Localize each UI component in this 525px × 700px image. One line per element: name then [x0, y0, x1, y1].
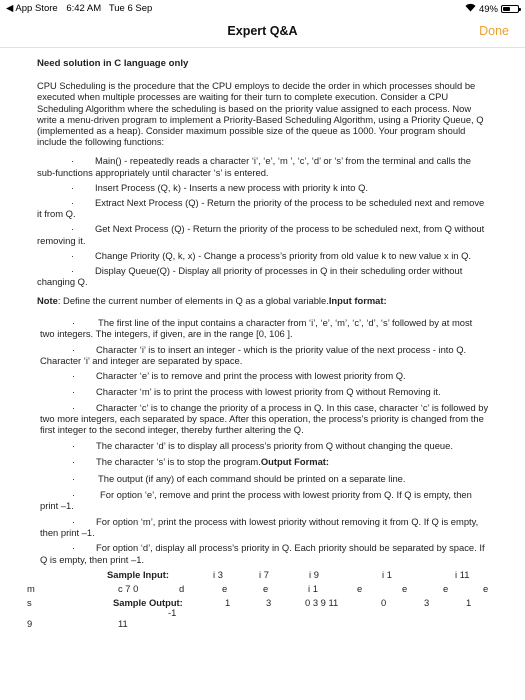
bullet-icon: ·	[72, 370, 76, 382]
sample-cell: e	[357, 583, 363, 595]
list-item	[40, 317, 489, 339]
sample-input-label: Sample Input:	[107, 569, 169, 581]
list-item-text: Change Priority (Q, k, x) - Change a process’s priority from old value k to new value x in Q.	[95, 249, 472, 261]
bullet-icon: ·	[71, 265, 75, 277]
wifi-icon	[465, 3, 476, 15]
sample-cell: i 7	[259, 569, 269, 581]
bullet-icon: ·	[71, 249, 75, 261]
done-button[interactable]: Done	[479, 24, 509, 38]
list-item	[37, 223, 489, 245]
sample-cell: i 1	[308, 583, 318, 595]
sample-cell: e	[222, 583, 228, 595]
status-time: 6:42 AM	[66, 3, 102, 14]
sample-cell: c 7 0	[118, 583, 139, 595]
sample-cell: 1	[225, 597, 231, 609]
list-item-text: Character ‘e’ is to remove and print the process with lowest priority from Q.	[96, 370, 406, 382]
bullet-icon: ·	[71, 181, 75, 193]
sample-cell: m	[27, 583, 35, 595]
input-format-list	[40, 317, 489, 467]
list-item-text: The first line of the input contains a character from ‘i’, ‘e’, ‘m’, ‘c’, ‘d’, ‘s’ followed by at most two integers. The integers, if given, are in the range [0, 106 ].	[40, 316, 473, 339]
back-to-app-store-link[interactable]: ◀ App Store	[6, 3, 58, 14]
battery-icon	[501, 5, 519, 13]
sample-cell: i 9	[309, 569, 319, 581]
list-item-text: Get Next Process (Q) - Return the priority of the process to be scheduled next, from Q without removing it.	[37, 223, 485, 246]
list-item	[40, 456, 489, 467]
list-item-text: Character ‘c’ is to change the priority of a process in Q. In this case, character ‘c’ is followed by two more integers, each separated by space. After this operation, the process’s priority is changed from the first integer to the second integer, thereby further altering the Q.	[40, 401, 489, 436]
list-item	[40, 402, 489, 436]
page-title: Expert Q&A	[227, 24, 298, 38]
status-right	[465, 3, 519, 15]
sample-cell: s	[27, 597, 32, 609]
list-item	[40, 440, 489, 451]
note-paragraph	[37, 295, 489, 306]
list-item-text: Character ‘m’ is to print the process with lowest priority from Q without Removing it.	[96, 386, 441, 398]
sample-cell: 11	[118, 618, 128, 630]
sample-cell: d	[179, 583, 185, 595]
list-item	[37, 250, 489, 261]
sample-cell: e	[263, 583, 269, 595]
list-item-text: For option ‘m’, print the process with lowest priority without removing it from Q. If Q is empty, then print –1.	[40, 515, 479, 538]
battery-percentage: 49%	[478, 3, 498, 15]
bullet-icon: ·	[72, 472, 76, 484]
sample-cell: 3	[424, 597, 430, 609]
sample-cell: 0	[381, 597, 387, 609]
question-intro: CPU Scheduling is the procedure that the CPU employs to decide the order in which processes should be executed when multiple processes are waiting for their turn to complete execution. Consider a CPU Scheduling Algorithm where the scheduling is based on the priority value assigned to each process. Now write a menu-driven program to implement a Priority-Based Scheduling Algorithm, using a Priority Queue, Q (implemented as a heap). Consider maximum possible size of the queue as 1000. Your program should include the following functions:	[37, 80, 484, 148]
bullet-icon: ·	[72, 343, 76, 355]
list-item-text: The character ‘s’ is to stop the program.	[96, 455, 261, 467]
sample-cell: 3	[266, 597, 272, 609]
list-item	[40, 542, 489, 564]
list-item-text: The character ‘d’ is to display all process’s priority from Q without changing the queue.	[96, 439, 453, 451]
output-format-label: Output Format:	[260, 455, 330, 467]
status-bar	[0, 0, 525, 16]
list-item-text: Main() - repeatedly reads a character ‘i’, ‘e’, ‘m ’, ‘c’, ‘d’ or ‘s’ from the terminal and calls the sub-functions appropriately until character ‘s’ is entered.	[37, 155, 472, 178]
nav-bar	[0, 16, 525, 48]
bullet-icon: ·	[72, 439, 76, 451]
list-item-text: Character ‘i’ is to insert an integer - which is the priority value of the next process - into Q. Character ‘i’ and integer are separated by space.	[40, 343, 467, 366]
sample-cell: 1	[466, 597, 472, 609]
note-text: : Define the current number of elements in Q as a global variable.	[57, 295, 329, 307]
input-format-label: Input format:	[328, 295, 387, 307]
bullet-icon: ·	[72, 488, 76, 500]
list-item	[37, 265, 489, 287]
bullet-icon: ·	[72, 542, 76, 554]
bullet-icon: ·	[72, 455, 76, 467]
list-item	[37, 182, 489, 193]
note-label: Note	[37, 295, 58, 307]
bullet-icon: ·	[71, 223, 75, 235]
bullet-icon: ·	[72, 401, 76, 413]
sample-cell: i 11	[455, 569, 470, 581]
sample-cell: e	[443, 583, 449, 595]
list-item-text: Display Queue(Q) - Display all priority of processes in Q in their scheduling order without changing Q.	[37, 265, 463, 288]
bullet-icon: ·	[71, 155, 75, 167]
question-heading: Need solution in C language only	[37, 58, 189, 69]
sample-cell: e	[483, 583, 489, 595]
sample-cell: e	[402, 583, 408, 595]
list-item-text: The output (if any) of each command should be printed on a separate line.	[98, 472, 406, 484]
status-left	[6, 3, 152, 14]
sample-output-label: Sample Output:	[113, 597, 183, 609]
sample-cell: i 1	[382, 569, 392, 581]
list-item	[40, 386, 489, 397]
sample-cell: 9	[27, 618, 33, 630]
status-date: Tue 6 Sep	[108, 3, 153, 14]
sample-cell: 0 3 9 11	[305, 597, 339, 609]
list-item-text: Insert Process (Q, k) - Inserts a new process with priority k into Q.	[95, 181, 368, 193]
bullet-icon: ·	[72, 316, 76, 328]
question-content	[27, 58, 489, 630]
bullet-icon: ·	[72, 386, 76, 398]
functions-list	[37, 155, 489, 287]
sample-cell: -1	[168, 607, 177, 619]
bullet-icon: ·	[72, 515, 76, 527]
list-item	[37, 155, 489, 177]
sample-cell: i 3	[213, 569, 223, 581]
output-format-list	[40, 473, 489, 565]
sample-io-block	[27, 569, 489, 630]
list-item	[40, 473, 489, 484]
list-item-text: Extract Next Process (Q) - Return the priority of the process to be scheduled next and remove it from Q.	[37, 197, 485, 220]
list-item-text: For option ‘e’, remove and print the process with lowest priority from Q. If Q is empty, then print –1.	[40, 488, 472, 511]
list-item	[40, 516, 489, 538]
list-item	[40, 370, 489, 381]
list-item-text: For option ‘d’, display all process’s priority in Q. Each priority should be separated by space. If Q is empty, then print –1.	[40, 542, 485, 565]
bullet-icon: ·	[71, 197, 75, 209]
list-item	[40, 344, 489, 366]
list-item	[37, 197, 489, 219]
list-item	[40, 489, 489, 511]
